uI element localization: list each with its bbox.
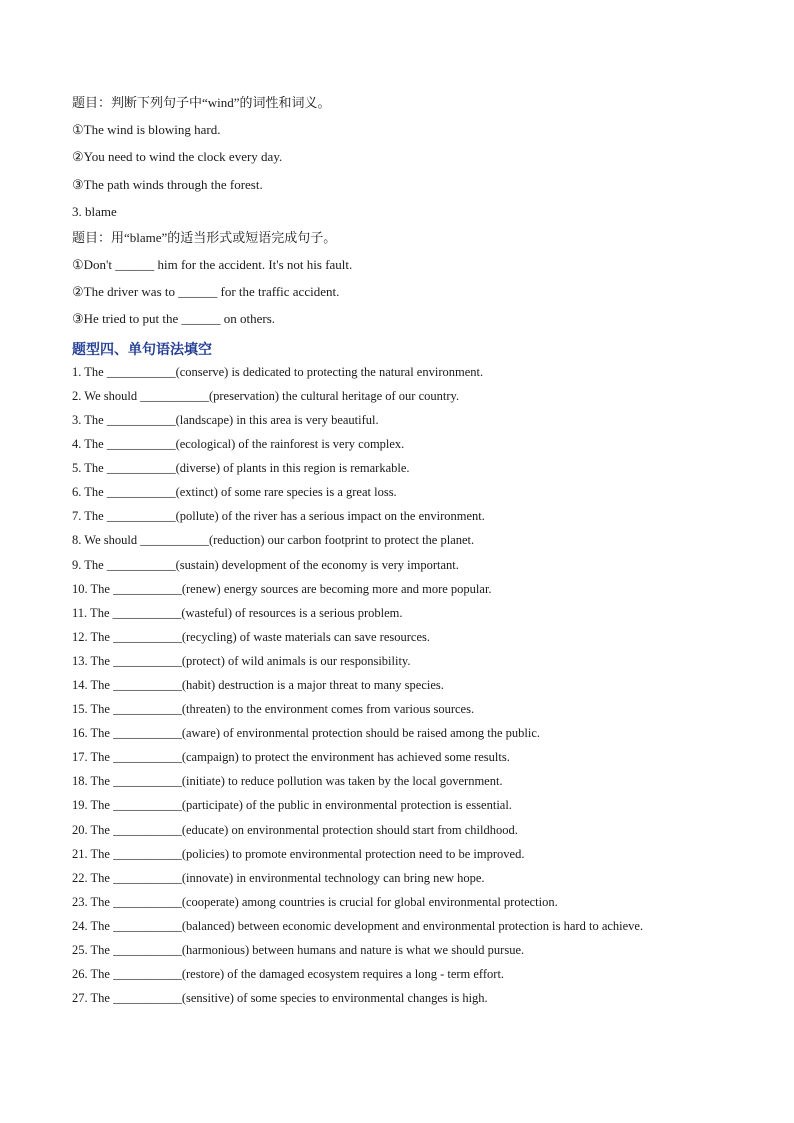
exercise-item: 14. The ___________(habit) destruction is a major threat to many species.	[72, 678, 444, 692]
exercise-item: 4. The ___________(ecological) of the rainforest is very complex.	[72, 437, 405, 452]
exercise-item: 13. The ___________(protect) of wild animals is our responsibility.	[72, 653, 411, 668]
exercise-item: 6. The ___________(extinct) of some rare species is a great loss.	[72, 485, 397, 500]
exercise-item: 19. The ___________(participate) of the public in environmental protection is essential.	[72, 798, 512, 813]
exercise-item: 11. The ___________(wasteful) of resources is a serious problem.	[72, 605, 403, 620]
exercise-item: 18. The ___________(initiate) to reduce pollution was taken by the local government.	[72, 774, 503, 789]
exercise-item: 24. The ___________(balanced) between economic development and environmental protection is hard to achieve.	[72, 918, 644, 933]
exercise-item: 7. The ___________(pollute) of the river has a serious impact on the environment.	[72, 509, 485, 524]
exercise-item: 15. The ___________(threaten) to the environment comes from various sources.	[72, 702, 475, 717]
exercise-item: 22. The ___________(innovate) in environmental technology can bring new hope.	[72, 870, 485, 885]
blame-sentence: ①Don't ______ him for the accident. It's not his fault.	[72, 256, 353, 272]
wind-sentence: ①The wind is blowing hard.	[72, 122, 221, 137]
blame-sentence: ③He tried to put the ______ on others.	[72, 311, 276, 327]
exercise-item: 16. The ___________(aware) of environmental protection should be raised among the public.	[72, 726, 541, 741]
exercise-item: 27. The ___________(sensitive) of some species to environmental changes is high.	[72, 991, 488, 1006]
exercise-item: 26. The ___________(restore) of the damaged ecosystem requires a long - term effort.	[72, 967, 505, 982]
exercise-item: 2. We should ___________(preservation) the cultural heritage of our country.	[72, 388, 460, 403]
exercise-item: 1. The ___________(conserve) is dedicated to protecting the natural environment.	[72, 364, 484, 379]
exercise-item: 20. The ___________(educate) on environmental protection should start from childhood.	[72, 822, 518, 837]
exercise-item: 21. The ___________(policies) to promote environmental protection need to be improved.	[72, 846, 525, 861]
exercise-item: 23. The ___________(cooperate) among countries is crucial for global environmental protection.	[72, 894, 558, 909]
wind-sentence: ③The path winds through the forest.	[72, 176, 263, 192]
wind-sentence: ②You need to wind the clock every day.	[72, 149, 283, 165]
exercise-item: 5. The ___________(diverse) of plants in this region is remarkable.	[72, 461, 410, 476]
exercise-item: 25. The ___________(harmonious) between humans and nature is what we should pursue.	[72, 943, 525, 958]
exercise-item: 10. The ___________(renew) energy sources are becoming more and more popular.	[72, 581, 492, 596]
wind-question-prompt: 题目：判断下列句子中“wind”的词性和词义。	[72, 95, 331, 110]
blame-question-prompt: 题目：用“blame”的适当形式或短语完成句子。	[72, 229, 337, 245]
blame-sentence: ②The driver was to ______ for the traffic accident.	[72, 284, 340, 300]
exercise-item: 17. The ___________(campaign) to protect the environment has achieved some results.	[72, 750, 510, 765]
exercise-item: 3. The ___________(landscape) in this area is very beautiful.	[72, 412, 379, 427]
section-title: 题型四、单句语法填空	[72, 341, 212, 358]
exercise-item: 8. We should ___________(reduction) our carbon footprint to protect the planet.	[72, 533, 475, 548]
blame-heading: 3. blame	[72, 203, 117, 219]
exercise-item: 9. The ___________(sustain) development of the economy is very important.	[72, 557, 459, 572]
exercise-item: 12. The ___________(recycling) of waste materials can save resources.	[72, 629, 430, 644]
document-page	[72, 94, 752, 1014]
